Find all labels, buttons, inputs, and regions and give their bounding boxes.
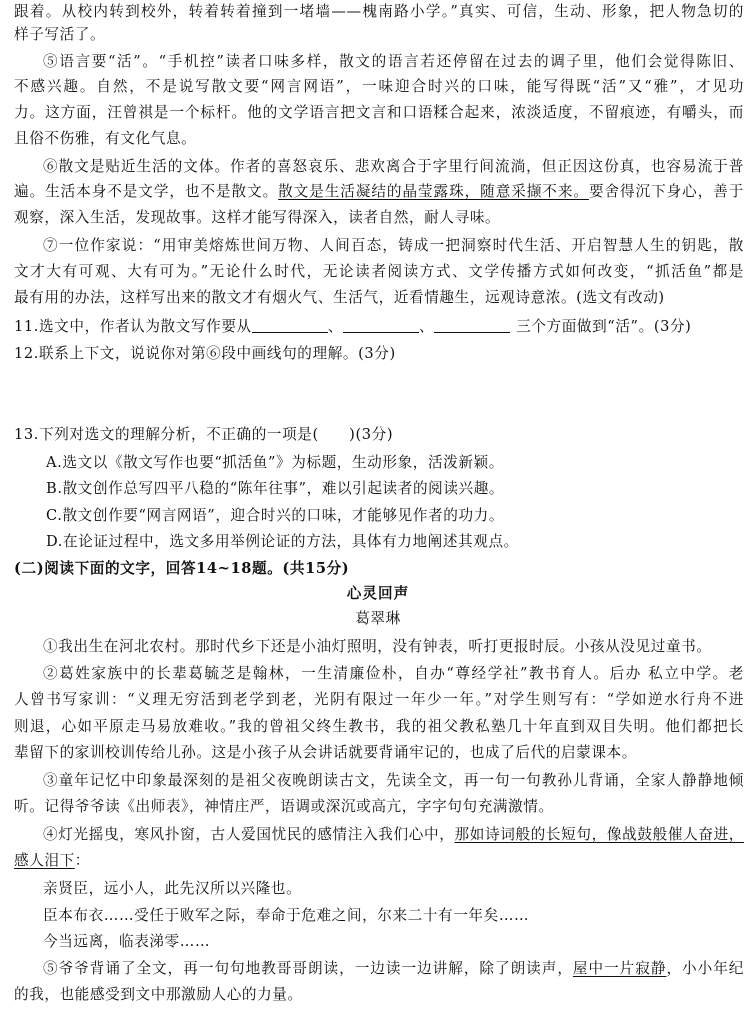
paragraph-5-line: 的我，也能感受到文中那激励人心的力量。	[14, 986, 303, 1003]
underlined-phrase: 屋中一片寂静	[572, 960, 667, 977]
paragraph-2-line: ②葛姓家族中的长辈葛毓芝是翰林，一生清廉俭朴，自办“尊经学社”教书育人。后办 私立中学。老	[43, 665, 744, 682]
section-heading: (二)阅读下面的文字，回答14~18题。(共15分)	[14, 560, 350, 577]
question-12: 12.联系上下文，说说你对第⑥段中画线句的理解。(3分)	[14, 345, 396, 362]
paragraph-5-text: ，小小年纪	[666, 960, 744, 977]
answer-blank[interactable]	[252, 318, 328, 333]
question-11-text: 11.选文中，作者认为散文写作要从	[14, 318, 252, 335]
passage-line: 样子写活了。	[14, 26, 106, 43]
option-d: D.在论证过程中，选文多用举例论证的方法，具体有力地阐述其观点。	[46, 533, 519, 550]
underlined-sentence: 感人泪下	[14, 852, 75, 869]
quote-line: 臣本布衣……受任于败军之际，奉命于危难之间，尔来二十有一年矣……	[43, 907, 530, 924]
paragraph-4-text: ④灯光摇曳，寒风扑窗，古人爱国忧民的感情注入我们心中，	[43, 826, 455, 843]
paragraph-5-line: ⑤语言要“活”。“手机控”读者口味多样，散文的语言若还停留在过去的调子里，他们会觉得陈旧、	[43, 53, 744, 70]
paragraph-7-line: ⑦一位作家说：“用审美熔炼世间万物、人间百态，铸成一把洞察时代生活、开启智慧人生的钥匙，散	[43, 237, 744, 254]
quote-line: 亲贤臣，远小人，此先汉所以兴隆也。	[43, 880, 302, 897]
paragraph-6-text: 遍。生活本身不是文学，也不是散文。	[14, 183, 279, 200]
paragraph-3-line: ③童年记忆中印象最深刻的是祖父夜晚朗读古文，先读全文，再一句一句教孙儿背诵，全家人静静地倾	[43, 772, 744, 789]
answer-blank[interactable]	[434, 318, 510, 333]
paragraph-5-line: 力。这方面，汪曾祺是一个标杆。他的文学语言把文言和口语糅合起来，浓淡适度，不留痕迹，有嚼头，而	[14, 104, 744, 121]
option-b: B.散文创作总写四平八稳的“陈年往事”，难以引起读者的阅读兴趣。	[46, 480, 505, 497]
paragraph-2-line: 则退，心如平原走马易放难收。”我的曾祖父终生教书，我的祖父教私塾几十年直到双目失明。他们都把长	[14, 718, 744, 735]
question-11-text: 三个方面做到“活”。(3分)	[516, 318, 692, 335]
article-title: 心灵回声	[346, 585, 410, 602]
paragraph-4-line	[14, 824, 744, 846]
question-13: 13.下列对选文的理解分析，不正确的一项是( )(3分)	[14, 426, 394, 443]
paragraph-2-line: 人曾书写家训：“义理无穷活到老学到老，光阴有限过一年少一年。”对学生则写有：“学如逆水行舟不进	[14, 691, 744, 708]
paragraph-4-line	[14, 850, 744, 872]
passage-line: 跟着。从校内转到校外，转着转着撞到一堵墙——槐南路小学。”真实、可信，生动、形象，把人物急切的	[14, 3, 744, 20]
paragraph-6-line: 观察，深入生活，发现故事。这样才能写得深入，读者自然，耐人寻味。	[14, 209, 501, 226]
paragraph-6-line: ⑥散文是贴近生活的文体。作者的喜怒哀乐、悲欢离合于字里行间流淌，但正因这份真，也容易流于普	[43, 158, 744, 175]
paragraph-1: ①我出生在河北农村。那时代乡下还是小油灯照明，没有钟表，听打更报时辰。小孩从没见过童书。	[43, 638, 712, 655]
option-c: C.散文创作要“网言网语”，迎合时兴的口味，才能够见作者的功力。	[46, 507, 505, 524]
paragraph-6-line	[14, 181, 744, 203]
paragraph-6-text: 要舍得沉下身心，善于	[588, 183, 744, 200]
paragraph-4-text: ：	[74, 852, 90, 869]
separator: 、	[327, 318, 343, 335]
quote-line: 今当远离，临表涕零……	[43, 933, 211, 950]
paragraph-7-line: 文才大有可观、大有可为。”无论什么时代，无论读者阅读方式、文学传播方式如何改变，“抓活鱼”都是	[14, 263, 744, 280]
paragraph-3-line: 听。记得爷爷读《出师表》，神情庄严，语调或深沉或高亢，字字句句充满激情。	[14, 798, 554, 815]
answer-blank[interactable]	[343, 318, 419, 333]
separator: 、	[418, 318, 435, 335]
option-a: A.选文以《散文写作也要“抓活鱼”》为标题，生动形象，活泼新颖。	[46, 454, 504, 471]
paragraph-5-line: 不感兴趣。自然，不是说写散文要“网言网语”，一味迎合时兴的口味，能写得既“活”又“雅”，才见功	[14, 78, 744, 95]
underlined-sentence: 那如诗词般的长短句，像战鼓般催人奋进，	[454, 826, 744, 843]
paragraph-5-line	[14, 958, 744, 980]
paragraph-7-line: 最有用的办法，这样写出来的散文才有烟火气、生活气，近看情趣生，远观诗意浓。(选文有改动)	[14, 289, 665, 306]
underlined-sentence: 散文是生活凝结的晶莹露珠，随意采撷不来。	[278, 183, 589, 200]
paragraph-5-line: 且俗不伤雅，有文化气息。	[14, 130, 197, 147]
question-11	[14, 316, 744, 338]
article-author: 葛翠琳	[355, 610, 401, 627]
paragraph-5-text: ⑤爷爷背诵了全文，再一句句地教哥哥朗读，一边读一边讲解，除了朗读声，	[43, 960, 573, 977]
paragraph-2-line: 辈留下的家训校训传给儿孙。这是小孩子从会讲话就要背诵牢记的，也成了后代的启蒙课本。	[14, 744, 637, 761]
